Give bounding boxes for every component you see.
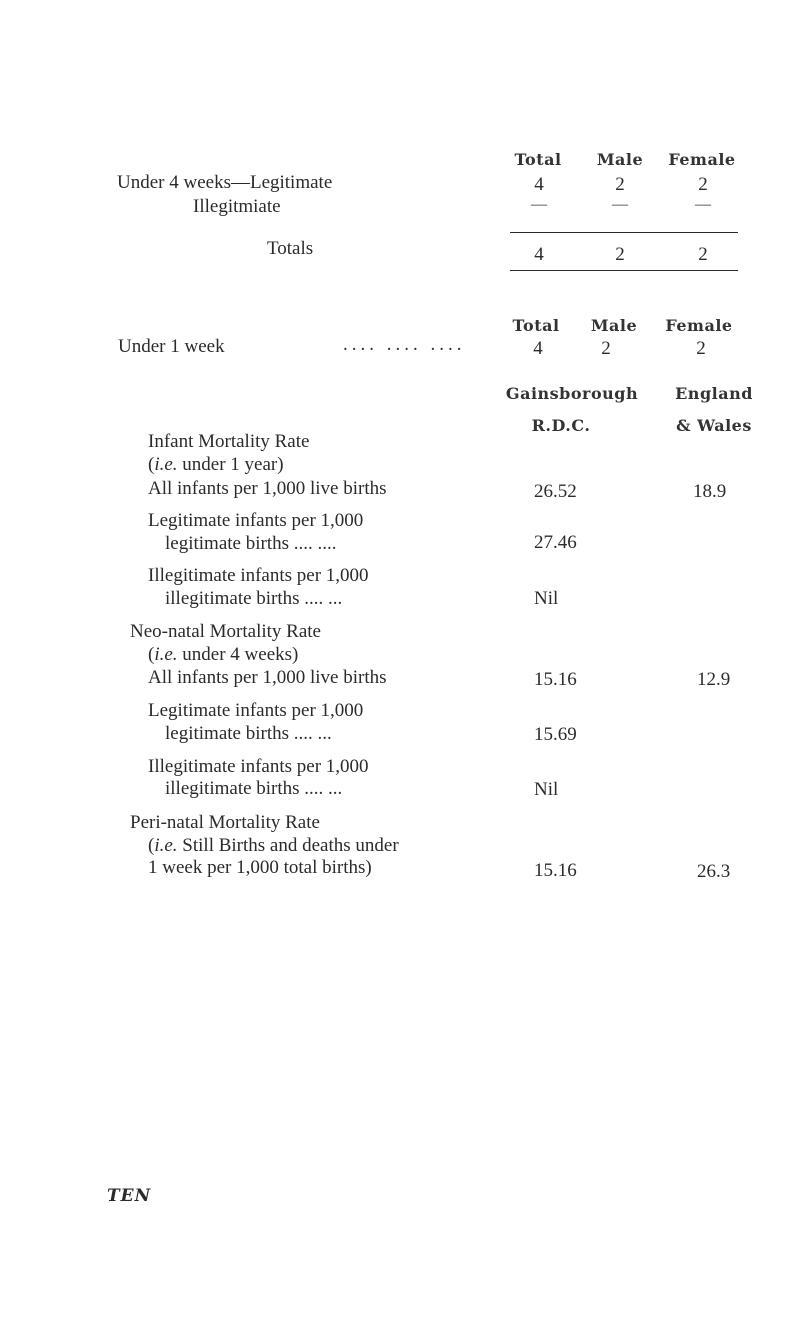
perinatal-gainsborough: 15.16 <box>534 860 577 881</box>
neonatal-leg-value: 15.69 <box>534 724 577 745</box>
neonatal-leg-line1: Legitimate infants per 1,000 <box>148 700 364 721</box>
neonatal-all-label: All infants per 1,000 live births <box>148 667 387 688</box>
col-header-rdc: R.D.C. <box>531 416 591 435</box>
col-header-gainsborough: Gainsborough <box>505 384 639 403</box>
col-header-wales: & Wales <box>676 416 752 435</box>
table2-header-female: Female <box>665 316 733 335</box>
infant-all-label: All infants per 1,000 live births <box>148 478 387 499</box>
neonatal-all-gainsborough: 15.16 <box>534 669 577 690</box>
table1-row-legitimate-female: 2 <box>698 174 708 195</box>
table1-header-total: Total <box>514 150 562 169</box>
neonatal-illeg-value: Nil <box>534 779 559 800</box>
infant-leg-value: 27.46 <box>534 532 577 553</box>
table1-header-male: Male <box>596 150 644 169</box>
table2-row-male: 2 <box>601 338 611 359</box>
infant-leg-line2: legitimate births .... .... <box>165 533 337 554</box>
table1-row-illegitimate-male: — <box>612 196 628 213</box>
neonatal-title: Neo-natal Mortality Rate <box>130 621 321 642</box>
totals-top-rule <box>510 232 738 233</box>
table1-row-illegitimate-total: — <box>531 196 547 213</box>
neonatal-illeg-line1: Illegitimate infants per 1,000 <box>148 756 369 777</box>
infant-all-gainsborough: 26.52 <box>534 481 577 502</box>
table1-row-illegitimate-female: — <box>695 196 711 213</box>
table1-totals-total: 4 <box>534 244 544 265</box>
table2-row-leader-dots: .... .... .... <box>343 334 466 355</box>
neonatal-subtitle: (i.e. under 4 weeks) <box>148 644 299 665</box>
table1-header-female: Female <box>668 150 736 169</box>
table2-header-total: Total <box>512 316 560 335</box>
table2-header-male: Male <box>590 316 638 335</box>
table1-totals-female: 2 <box>698 244 708 265</box>
infant-all-england: 18.9 <box>693 481 727 502</box>
table1-totals-label: Totals <box>267 238 314 259</box>
table1-row-legitimate-label: Under 4 weeks—Legitimate <box>117 172 333 193</box>
table2-row-label: Under 1 week <box>118 336 225 357</box>
perinatal-subtitle: (i.e. Still Births and deaths under <box>148 835 399 856</box>
infant-subtitle: (i.e. under 1 year) <box>148 454 284 475</box>
table2-row-total: 4 <box>533 338 543 359</box>
neonatal-leg-line2: legitimate births .... ... <box>165 723 332 744</box>
col-header-england: England <box>675 384 753 403</box>
infant-illeg-line1: Illegitimate infants per 1,000 <box>148 565 369 586</box>
perinatal-england: 26.3 <box>697 861 731 882</box>
totals-bottom-rule <box>510 270 738 271</box>
neonatal-illeg-line2: illegitimate births .... ... <box>165 778 343 799</box>
neonatal-all-england: 12.9 <box>697 669 731 690</box>
footer-page-mark: TEN <box>107 1186 152 1206</box>
infant-title: Infant Mortality Rate <box>148 431 310 452</box>
table2-row-female: 2 <box>696 338 706 359</box>
infant-illeg-line2: illegitimate births .... ... <box>165 588 343 609</box>
table1-row-legitimate-total: 4 <box>534 174 544 195</box>
table1-totals-male: 2 <box>615 244 625 265</box>
perinatal-title: Peri-natal Mortality Rate <box>130 812 320 833</box>
table1-row-illegitimate-label: Illegitmiate <box>193 196 281 217</box>
table1-row-legitimate-male: 2 <box>615 174 625 195</box>
infant-illeg-value: Nil <box>534 588 559 609</box>
infant-leg-line1: Legitimate infants per 1,000 <box>148 510 364 531</box>
perinatal-line3: 1 week per 1,000 total births) <box>148 857 372 878</box>
